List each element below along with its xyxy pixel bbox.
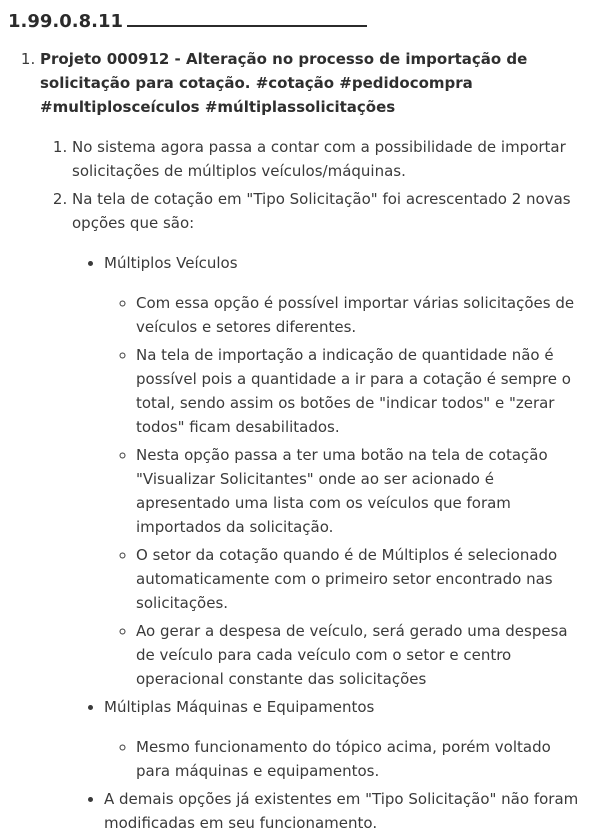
change-text: Na tela de cotação em "Tipo Solicitação" foi acrescentado 2 novas opções que são: [72, 190, 571, 232]
option-item-vehicles [104, 251, 588, 691]
detail-text: Nesta opção passa a ter uma botão na tela de cotação "Visualizar Solicitantes" onde ao ser acionado é apresentado uma lista com os veículos que foram importados da solicitação. [136, 446, 548, 536]
change-list [40, 135, 588, 835]
option-item-others [104, 787, 588, 835]
option-label: Múltiplos Veículos [104, 254, 238, 272]
heading-underline [127, 7, 367, 27]
project-title: 1. Projeto 000912 - Alteração no processo de importação de solicitação para cotação. #cotação #pedidocompra #multiplosceículos #múltiplassolicitações [40, 50, 528, 116]
detail-item [136, 343, 588, 439]
detail-item [136, 619, 588, 691]
detail-item [136, 543, 588, 615]
version-number: 1.99.0.8.11 [8, 11, 124, 32]
detail-list [104, 291, 588, 691]
option-list [72, 251, 588, 835]
change-item [72, 135, 588, 183]
detail-text: Com essa opção é possível importar várias solicitações de veículos e setores diferentes. [136, 294, 575, 336]
detail-text: Ao gerar a despesa de veículo, será gerado uma despesa de veículo para cada veículo com o setor e centro operacional constante das solicitações [136, 622, 568, 688]
release-notes-list [40, 47, 588, 839]
detail-item [136, 443, 588, 539]
detail-item [136, 735, 588, 783]
version-heading [8, 7, 367, 35]
detail-text: O setor da cotação quando é de Múltiplos é selecionado automaticamente com o primeiro setor encontrado nas solicitações. [136, 546, 558, 612]
change-text: No sistema agora passa a contar com a possibilidade de importar solicitações de múltiplos veículos/máquinas. [72, 138, 566, 180]
change-item [72, 187, 588, 835]
option-label: A demais opções já existentes em "Tipo Solicitação" não foram modificadas em seu funcionamento. [104, 790, 579, 832]
detail-list [104, 735, 588, 783]
detail-text: Mesmo funcionamento do tópico acima, porém voltado para máquinas e equipamentos. [136, 738, 551, 780]
project-item [40, 47, 588, 835]
detail-text: Na tela de importação a indicação de quantidade não é possível pois a quantidade a ir para a cotação é sempre o total, sendo assim os botões de "indicar todos" e "zerar todos" ficam desabilitados. [136, 346, 571, 436]
option-item-machines [104, 695, 588, 783]
option-label: Múltiplas Máquinas e Equipamentos [104, 698, 375, 716]
detail-item [136, 291, 588, 339]
